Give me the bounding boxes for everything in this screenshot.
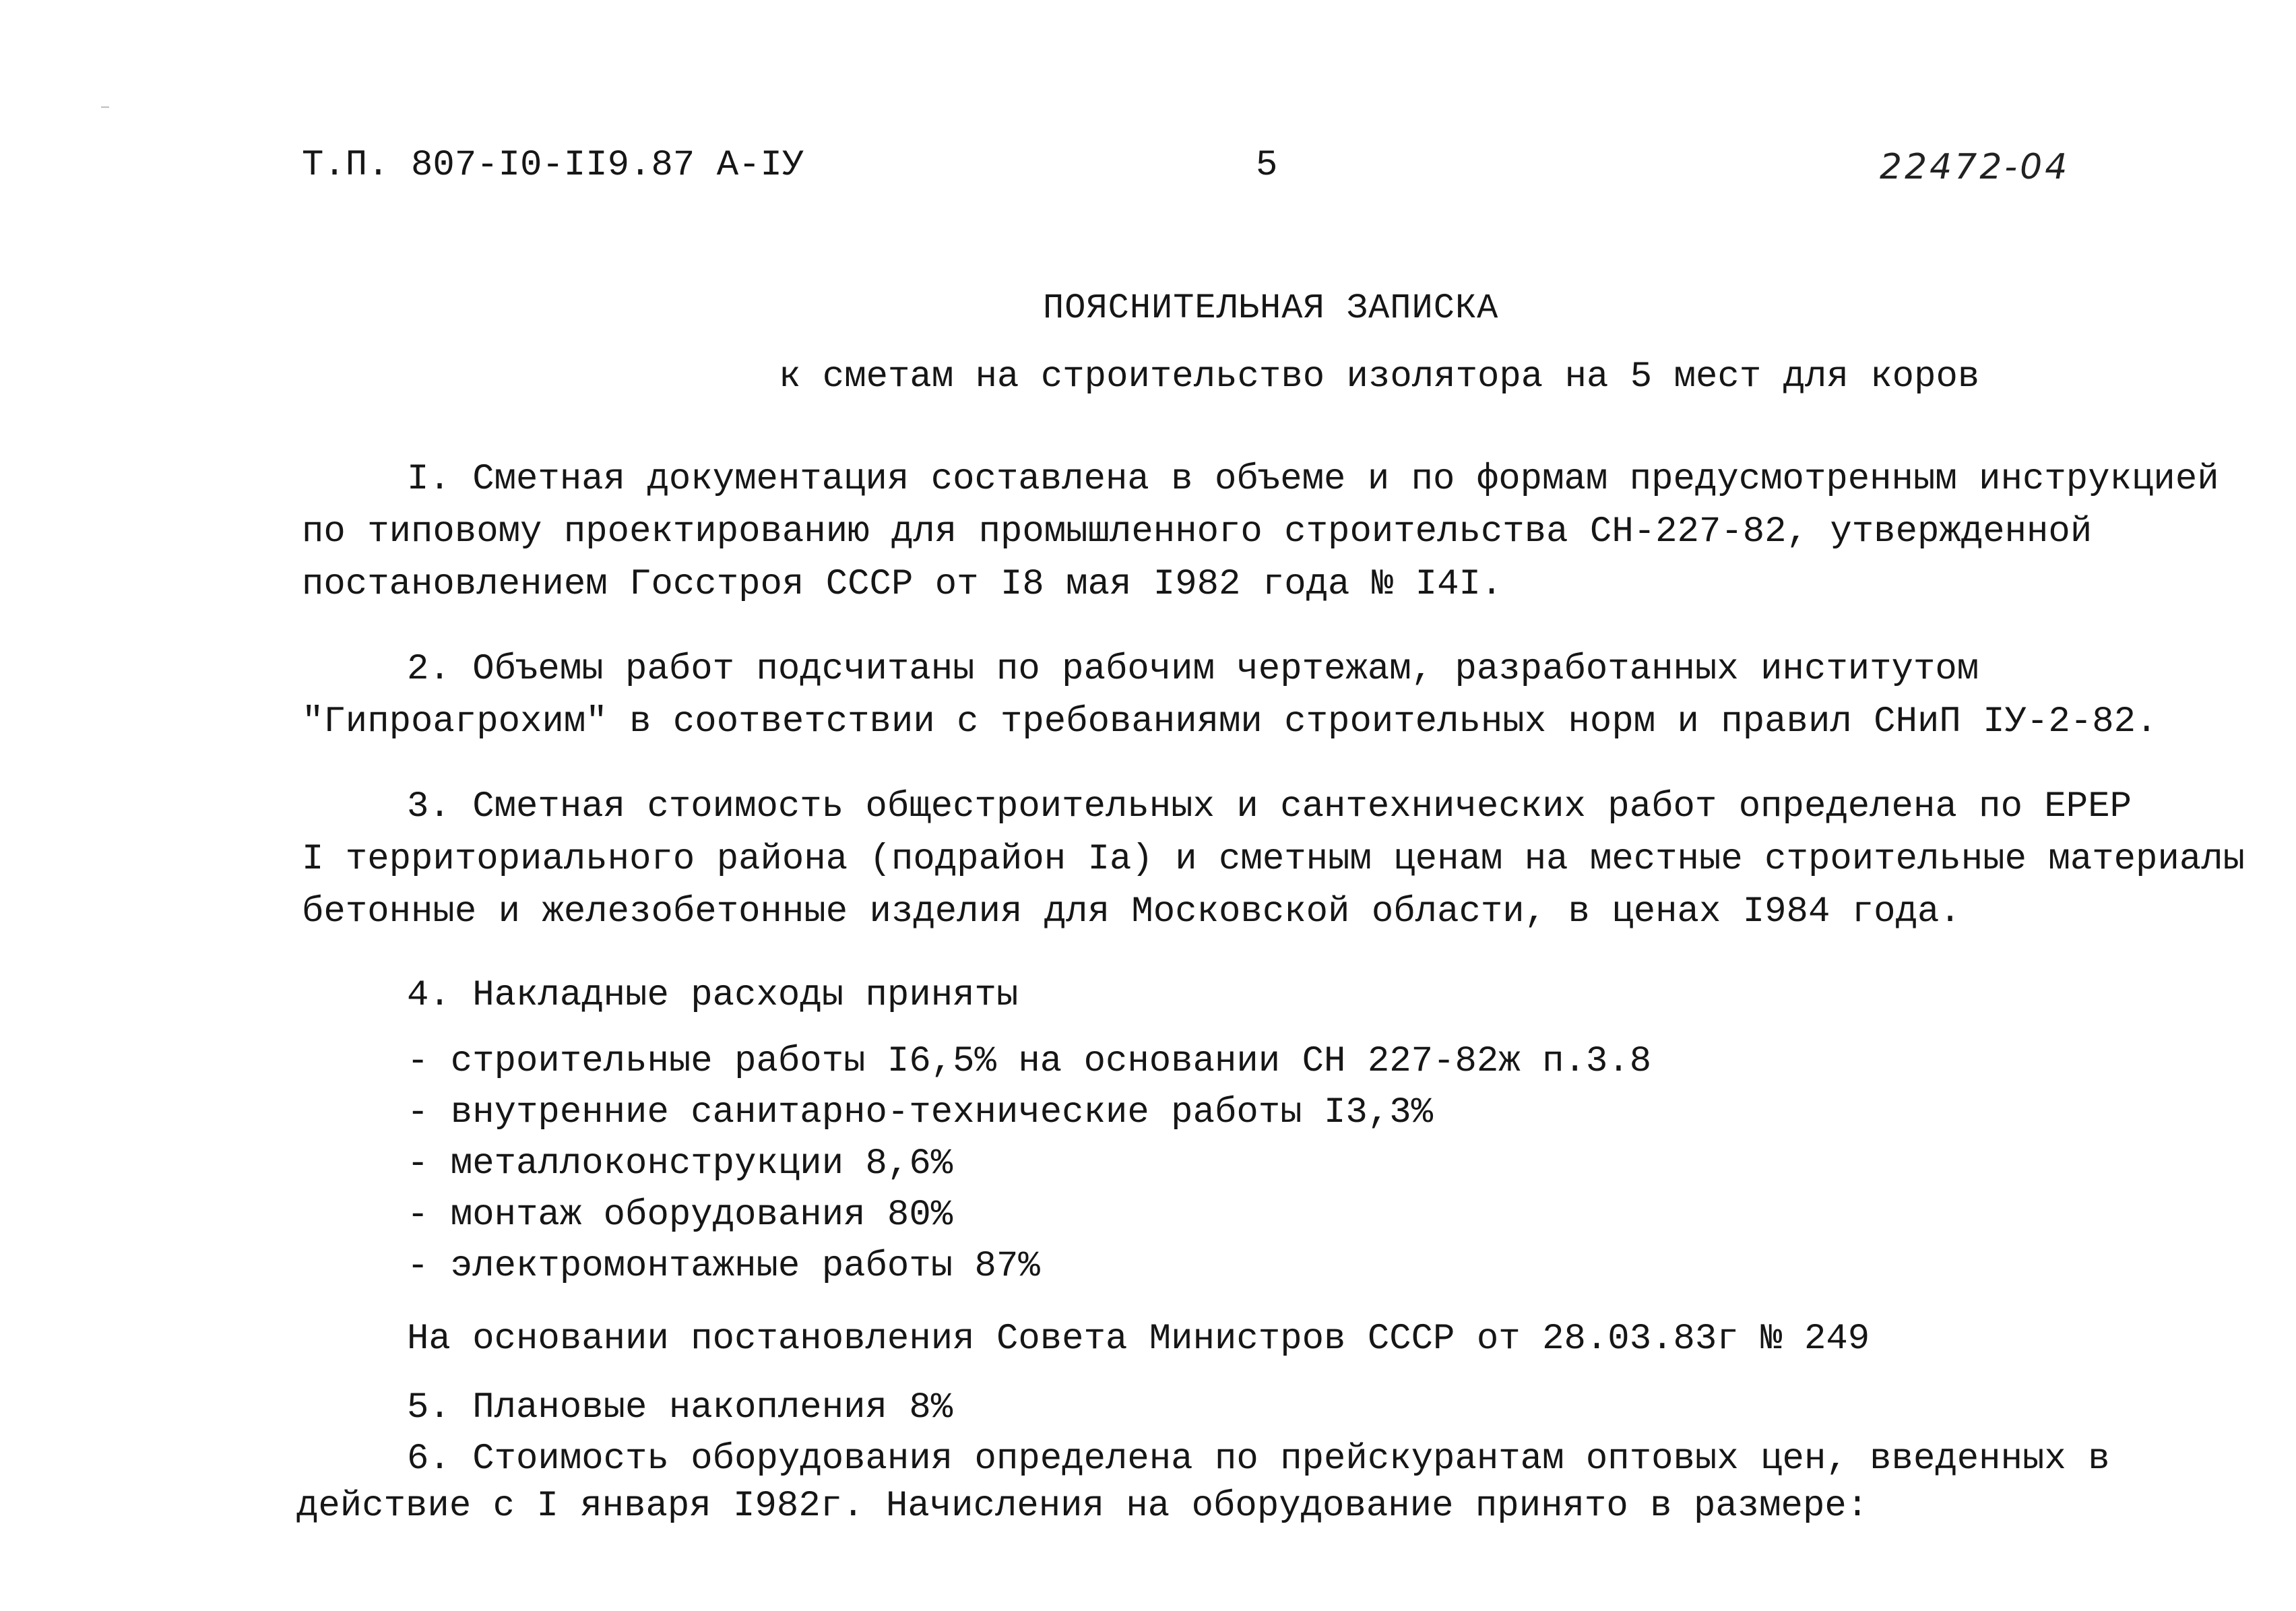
p5-line: 5. Плановые накопления 8% [407, 1387, 953, 1428]
page-number: 5 [1256, 145, 1278, 186]
p4-item: - монтаж оборудования 80% [407, 1195, 953, 1236]
p1-line-3: постановлением Госстроя СССР от I8 мая I982 года № I4I. [302, 564, 1503, 605]
p3-line-3: бетонные и железобетонные изделия для Московской области, в ценах I984 года. [302, 891, 1961, 933]
heading: ПОЯСНИТЕЛЬНАЯ ЗАПИСКА [1043, 288, 1499, 328]
p2-line-1: 2. Объемы работ подсчитаны по рабочим чертежам, разработанных институтом [407, 649, 1979, 690]
p1-line-2: по типовому проектированию для промышленного строительства СН-227-82, утвержденной [302, 511, 2093, 552]
p4-item: - электромонтажные работы 87% [407, 1246, 1040, 1287]
p2-line-2: "Гипроагрохим" в соответствии с требованиями строительных норм и правил СНиП IУ-2-82. [302, 701, 2158, 743]
p4-item: - внутренние санитарно-технические работы I3,3% [407, 1092, 1434, 1133]
p3-line-2: I территориального района (подрайон Iа) и сметным ценам на местные строительные материалы [302, 839, 2245, 880]
p4-title: 4. Накладные расходы приняты [407, 975, 1019, 1016]
p1-line-1: I. Сметная документация составлена в объеме и по формам предусмотренным инструкцией [407, 459, 2219, 500]
p6-line-2: действие с I января I982г. Начисления на оборудование принято в размере: [296, 1486, 1869, 1527]
p4-item: - металлоконструкции 8,6% [407, 1143, 953, 1184]
handwritten-code: 22472-04 [1880, 147, 2070, 187]
p6-line-1: 6. Стоимость оборудования определена по прейскурантам оптовых цен, введенных в [407, 1439, 2110, 1480]
doc-code: Т.П. 807-I0-II9.87 А-IУ [302, 145, 804, 186]
subheading: к сметам на строительство изолятора на 5 мест для коров [779, 356, 1980, 398]
p4-item: - строительные работы I6,5% на основании СН 227-82ж п.3.8 [407, 1041, 1652, 1082]
basis-line: На основании постановления Совета Министров СССР от 28.03.83г № 249 [407, 1319, 1870, 1360]
scan-speck [101, 106, 109, 108]
p3-line-1: 3. Сметная стоимость общестроительных и сантехнических работ определена по ЕРЕР [407, 786, 2132, 827]
